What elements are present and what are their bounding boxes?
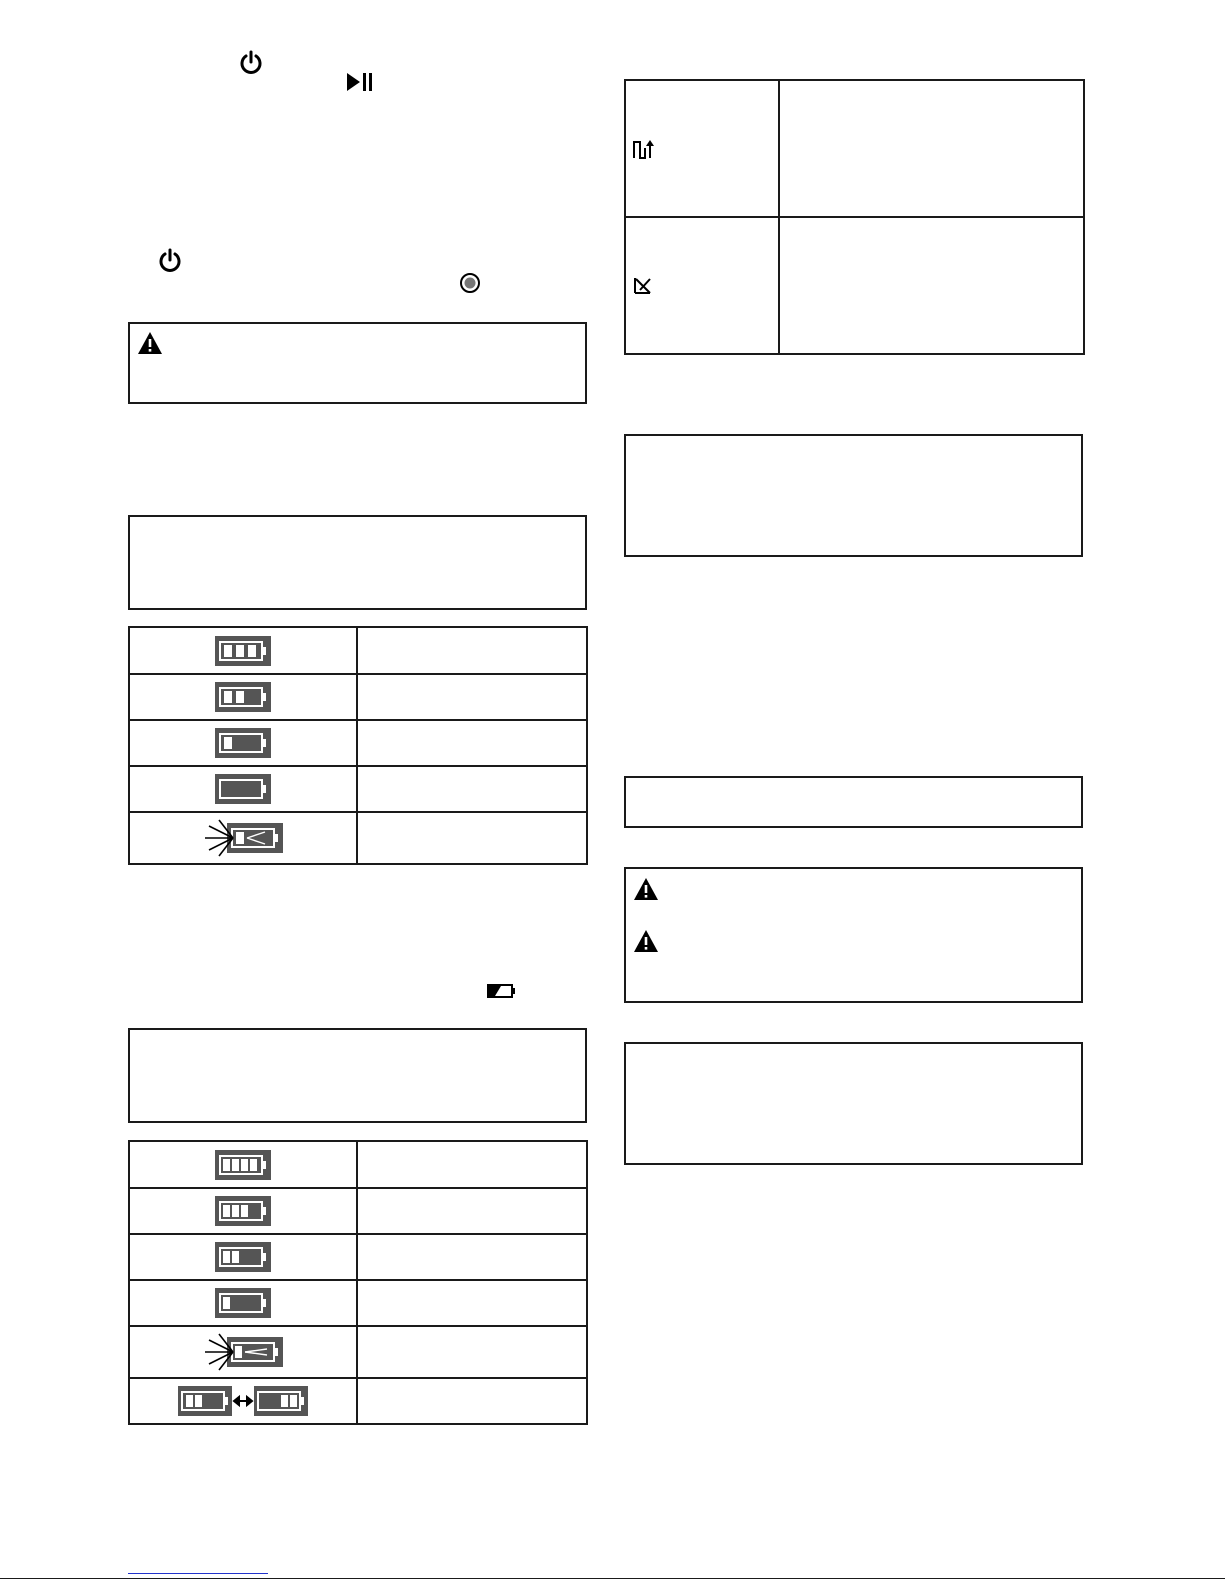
- description-cell: [357, 1378, 587, 1424]
- icon-cell: [129, 1234, 357, 1280]
- footer-link-underline[interactable]: [128, 1573, 268, 1574]
- battery-level-table: [128, 626, 588, 865]
- warning-triangle-icon: [633, 929, 659, 953]
- battery-1-bar-icon: [215, 1288, 271, 1318]
- table-row: [129, 627, 587, 674]
- icon-cell: [129, 1280, 357, 1326]
- table-row: [129, 1280, 587, 1326]
- warning-triangle-icon: [633, 877, 659, 901]
- icon-cell: [129, 1188, 357, 1234]
- table-row: [625, 80, 1084, 217]
- battery-blinking-low-icon: [203, 818, 283, 858]
- warning-box: [624, 867, 1083, 1003]
- battery-4-bars-icon: [215, 1150, 271, 1180]
- table-row: [129, 766, 587, 812]
- battery-3-bars-icon: [215, 1196, 271, 1226]
- icon-cell: [129, 1326, 357, 1378]
- table-row: [625, 217, 1084, 354]
- battery-empty-icon: [215, 774, 271, 804]
- icon-cell: [129, 674, 357, 720]
- warning-box: [128, 322, 587, 404]
- page-bottom-rule: [0, 1578, 1225, 1579]
- description-cell: [357, 1141, 587, 1188]
- table-row: [129, 1188, 587, 1234]
- table-row: [129, 720, 587, 766]
- battery-2-bars-icon: [215, 1242, 271, 1272]
- table-row: [129, 1378, 587, 1424]
- play-pause-icon: [346, 72, 374, 92]
- icon-cell: [129, 627, 357, 674]
- description-cell: [357, 1280, 587, 1326]
- battery-level-table: [128, 1140, 588, 1425]
- battery-2-bars-icon: [215, 682, 271, 712]
- battery-alternating-icon: [178, 1386, 308, 1416]
- mute-icon: [633, 276, 653, 296]
- icon-cell: [129, 1378, 357, 1424]
- record-button-icon: [459, 272, 481, 294]
- power-icon: [157, 248, 183, 274]
- pulse-up-icon: [633, 139, 655, 159]
- table-row: [129, 1326, 587, 1378]
- power-icon: [238, 50, 264, 76]
- note-box: [128, 1028, 587, 1123]
- description-cell: [357, 766, 587, 812]
- description-cell: [357, 1234, 587, 1280]
- mode-table: [624, 79, 1085, 355]
- icon-cell: [129, 1141, 357, 1188]
- note-box: [128, 515, 587, 610]
- icon-cell: [625, 80, 779, 217]
- description-cell: [357, 1188, 587, 1234]
- battery-1-bar-icon: [215, 728, 271, 758]
- note-box: [624, 1042, 1083, 1165]
- table-row: [129, 674, 587, 720]
- icon-cell: [625, 217, 779, 354]
- description-cell: [357, 627, 587, 674]
- description-cell: [779, 80, 1084, 217]
- description-cell: [357, 720, 587, 766]
- note-box: [624, 434, 1083, 557]
- battery-low-small-icon: [487, 983, 517, 999]
- description-cell: [357, 674, 587, 720]
- battery-3-bars-icon: [215, 636, 271, 666]
- description-cell: [779, 217, 1084, 354]
- icon-cell: [129, 720, 357, 766]
- icon-cell: [129, 812, 357, 864]
- description-cell: [357, 812, 587, 864]
- table-row: [129, 1141, 587, 1188]
- table-row: [129, 1234, 587, 1280]
- table-row: [129, 812, 587, 864]
- description-cell: [357, 1326, 587, 1378]
- note-box: [624, 776, 1083, 828]
- icon-cell: [129, 766, 357, 812]
- warning-triangle-icon: [137, 331, 163, 355]
- battery-blinking-low-icon: [203, 1332, 283, 1372]
